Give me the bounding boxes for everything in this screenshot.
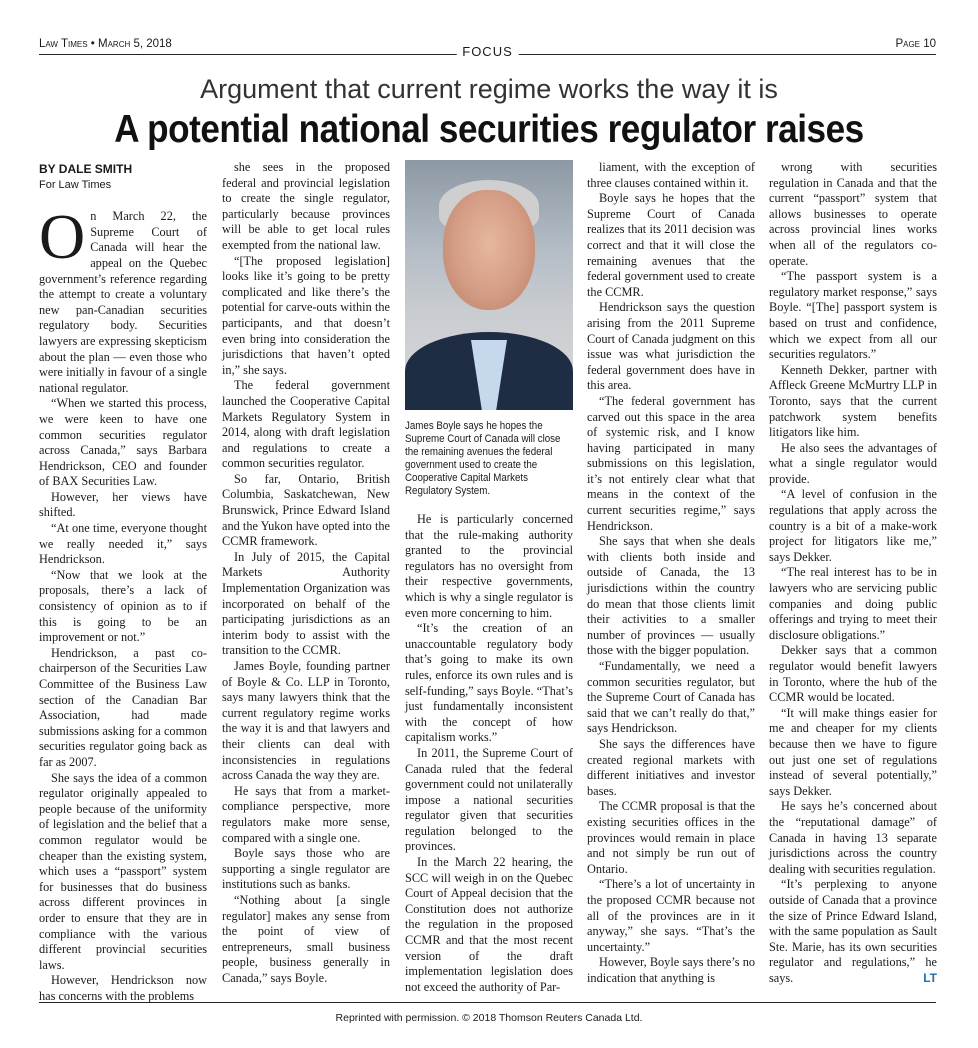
portrait-photo (405, 160, 573, 410)
end-mark: LT (923, 970, 937, 985)
paragraph: Hendrickson, a past co-chairperson of the Securities Law Committee of the Business Law section of the Canadian Bar Association, had made submissions asking for a common securities regulator going back as far as 2007. (39, 645, 207, 769)
column-2 (222, 160, 390, 992)
footer-rule (39, 1002, 936, 1003)
paragraph: Hendrickson says the question arising from the 2011 Supreme Court of Canada judgment on this issue was what jurisdiction the federal government does have in this area. (587, 300, 755, 393)
column-1-text (39, 201, 207, 1004)
paragraph: “The real interest has to be in lawyers who are servicing public companies and doing public offerings and trying to meet their disclosure obligations.” (769, 565, 937, 642)
drop-cap: O (39, 201, 86, 273)
paragraph: “Nothing about [a single regulator] makes any sense from the point of view of entrepreneurs, small business people, business generally in Canada,” says Boyle. (222, 892, 390, 985)
header-publication-date (39, 38, 172, 50)
paragraph: wrong with securities regulation in Canada and that the current “passport” system that allows businesses to operate across provincial lines works when all of the regulators co-operate. (769, 160, 937, 268)
paragraph: James Boyle, founding partner of Boyle & Co. LLP in Toronto, says many lawyers think that the current regulatory regime works the way it is and that lawyers and their clients can deal with inconsistencies in regulations across Canada the way they are. (222, 659, 390, 783)
paragraph: she sees in the proposed federal and provincial legislation to create the single regulator, particularly because provinces will be able to get local rules exempted from the national law. (222, 160, 390, 252)
paragraph: “A level of confusion in the regulations that apply across the country is a bit of a make-work project for litigators like me,” says Dekker. (769, 487, 937, 564)
paragraph: “It will make things easier for me and cheaper for my clients because then we have to figure out just one set of regulations instead of several potentially,” says Dekker. (769, 705, 937, 798)
column-1 (39, 160, 207, 1003)
column-3 (405, 160, 573, 992)
paragraph: “Now that we look at the proposals, there’s a lack of consistency of opinion as to if this is going to be an improvement or not.” (39, 567, 207, 645)
paragraph: Boyle says those who are supporting a single regulator are institutions such as banks. (222, 846, 390, 892)
paragraph: liament, with the exception of three clauses contained within it. (587, 160, 755, 190)
paragraph: Boyle says he hopes that the Supreme Court of Canada realizes that its 2011 decision was correct and that it will close the remaining avenues that the federal government used to create the CCMR. (587, 191, 755, 299)
paragraph: In the March 22 hearing, the SCC will weigh in on the Quebec Court of Appeal decision that the Constitution does not authorize the regulation in the proposed CCMR and that the most recent version of the draft implementation legislation does not exceed the authority of Par- (405, 855, 573, 994)
article-deck: Argument that current regime works the way it is (200, 74, 778, 104)
paragraph: So far, Ontario, British Columbia, Saskatchewan, New Brunswick, Prince Edward Island and the Yukon have opted into the CCMR framework. (222, 471, 390, 549)
paragraph: “When we started this process, we were keen to have one common securities regulator across Canada,” says Barbara Hendrickson, CEO and founder of BAX Securities Law. (39, 396, 207, 489)
paragraph: However, Hendrickson now has concerns with the problems (39, 973, 207, 1003)
paragraph: He says that from a market-compliance perspective, more regulators make more sense, compared with a single one. (222, 783, 390, 845)
page-header (39, 34, 936, 59)
paragraph: “The passport system is a regulatory market response,” says Boyle. “[The] passport system is based on trust and confidence, which we expect from all our securities regulators.” (769, 269, 937, 362)
column-4-text (587, 160, 755, 986)
paragraph: n March 22, the Supreme Court of Canada will hear the appeal on the Quebec government’s reference regarding the attempt to create a voluntary new pan-Canadian securities regulatory body. Securities lawyers are expressing skepticism about the plan — even those who were initially in favour of a single national regulator. (39, 209, 207, 395)
paragraph: “It’s perplexing to anyone outside of Canada that a province the size of Prince Edward Island, with the same population as Sault Ste. Marie, has its own securities regulator and regulations,” he says. LT (769, 877, 937, 985)
article-headline: A potential national securities regulator raises (114, 108, 864, 151)
paragraph: In July of 2015, the Capital Markets Authority Implementation Organization was incorporated on behalf of the participating jurisdictions as an interim body to assist with the transition to the CCMR. (222, 549, 390, 658)
paragraph: The CCMR proposal is that the existing securities offices in the provinces would remain in place and not simply be run out of Ontario. (587, 799, 755, 876)
header-separator: • (90, 38, 95, 50)
paragraph: “[The proposed legislation] looks like it’s going to be pretty complicated and like there’s the potential for carve-outs within the participants, and that doesn’t even bring into consideration the jurisdictions that haven’t opted in,” she says. (222, 253, 390, 377)
photo-caption: James Boyle says he hopes the Supreme Court of Canada will close the remaining avenues the federal government used to create the Cooperative Capital Markets Regulatory System. (405, 420, 561, 497)
paragraph: She says the differences have created regional markets with different initiatives and investor bases. (587, 736, 755, 798)
article-body (39, 160, 937, 1003)
paragraph: “There’s a lot of uncertainty in the proposed CCMR because not all of the provinces are in it anyway,” she says. “That’s the uncertainty.” (587, 877, 755, 954)
paragraph: He is particularly concerned that the rule-making authority granted to the provincial regulators has no oversight from their respective governments, which is why a single regulator is even more concerning to him. (405, 512, 573, 620)
paragraph: “Fundamentally, we need a common securities regulator, but the Supreme Court of Canada has said that we can’t really do that,” says Hendrickson. (587, 659, 755, 736)
byline-author: BY DALE SMITH (39, 162, 133, 176)
page-number: Page 10 (895, 38, 936, 50)
paragraph: “At one time, everyone thought we really needed it,” says Hendrickson. (39, 521, 207, 567)
paragraph: He also sees the advantages of what a single regulator would provide. (769, 440, 937, 486)
paragraph: “It’s the creation of an unaccountable regulatory body that’s going to make its own rules, enforce its own rules and is self-funding,” says Boyle. “That’s just fundamentally inconsistent with the concept of how capitalism works.” (405, 621, 573, 745)
paragraph: Dekker says that a common regulator would benefit lawyers in Toronto, where the hub of the CCMR would be located. (769, 643, 937, 705)
reprint-notice: Reprinted with permission. © 2018 Thomson Reuters Canada Ltd. (335, 1012, 643, 1024)
byline-for: For Law Times (39, 178, 112, 191)
column-3-text (405, 512, 573, 995)
paragraph: She says that when she deals with clients both inside and outside of Canada, the 13 jurisdictions within the country do mean that those clients limit their activities to a smaller number of provinces — usually those with the bigger population. (587, 534, 755, 658)
paragraph: However, Boyle says there’s no indication that anything is (587, 955, 755, 985)
paragraph: She says the idea of a common regulator originally appealed to people because of the uniformity of legislation and the belief that a common regulator would be cheaper than the existing system, which uses a “passport” system for businesses that do business across different provinces in order to ensure that they are in compliance with the various different provincial securities laws. (39, 770, 207, 972)
publication-name: Law Times (39, 38, 88, 50)
paragraph: The federal government launched the Cooperative Capital Markets Regulatory System in 2014, along with draft legislation and regulations to create a common securities regulator. (222, 378, 390, 471)
column-4 (587, 160, 755, 992)
column-5-text (769, 160, 937, 986)
paragraph: Kenneth Dekker, partner with Affleck Greene McMurtry LLP in Toronto, says that the current patchwork system benefits litigators like him. (769, 362, 937, 440)
paragraph: “The federal government has carved out this space in the area of systemic risk, and I know having participated in many submissions on this legislation, it’s not entirely clear what that means in the context of the current securities regime,” says Hendrickson. (587, 393, 755, 533)
column-2-text (222, 160, 390, 986)
paragraph: However, her views have shifted. (39, 489, 207, 520)
paragraph: He says he’s concerned about the “reputational damage” of Canada in having 13 separate jurisdictions across the country dealing with securities regulation. (769, 799, 937, 876)
issue-date: March 5, 2018 (98, 38, 172, 50)
column-5 (769, 160, 937, 992)
section-label: FOCUS (456, 44, 519, 59)
paragraph: In 2011, the Supreme Court of Canada ruled that the federal government could not unilaterally impose a national securities regulator given that securities regulation belonged to the provinces. (405, 745, 573, 854)
